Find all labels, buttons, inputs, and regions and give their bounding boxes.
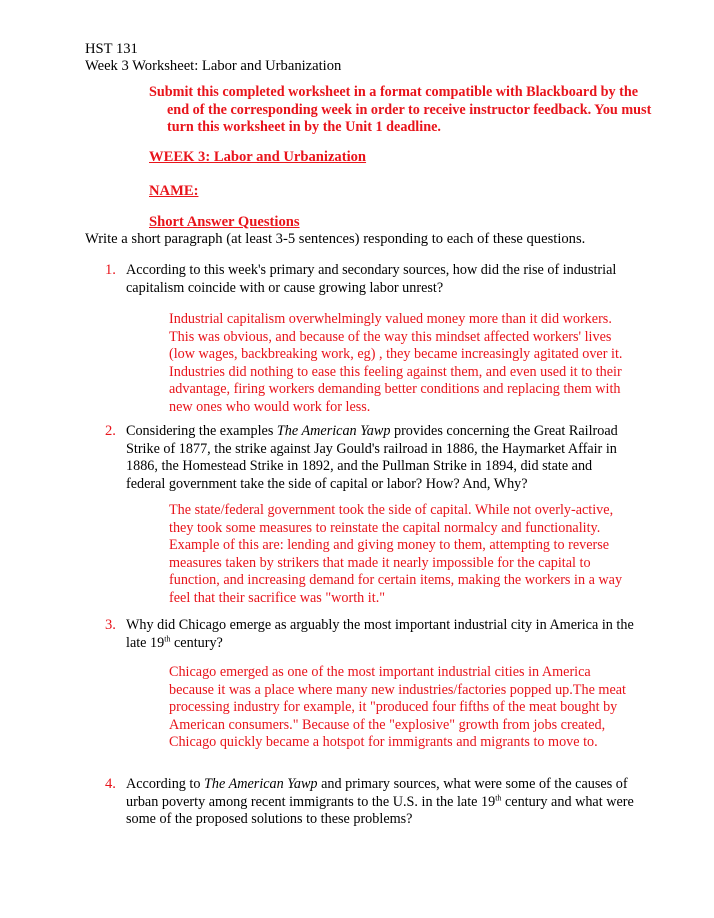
course-code: HST 131	[85, 41, 138, 57]
question-text: According to this week's primary and secondary sources, how did the rise of industrial capitalism coincide with or cause growing labor unrest?	[126, 262, 617, 296]
instructions: Write a short paragraph (at least 3-5 sentences) responding to each of these questions.	[85, 231, 586, 247]
answer-text: Chicago emerged as one of the most important industrial cities in America because it was a place where many new industries/factories popped up.The meat processing industry for example, it "produced four fifths of the meat bought by American consumers." Because of the "explosive" growth from jobs created, Chicago quickly became a hotspot for immigrants and migrants to move to.	[169, 664, 626, 751]
answer-text: The state/federal government took the side of capital. While not overly-active, they took some measures to reinstate the capital normalcy and functionality. Example of this are: lending and giving money to them, attempting to reverse measures taken by strikers that made it nearly impossible for the capital to function, and increasing demand for certain items, making the workers in a way feel that their sacrifice was "worth it."	[169, 502, 623, 606]
question-number: 4.	[105, 776, 116, 792]
question-number: 2.	[105, 423, 116, 439]
week-heading: WEEK 3: Labor and Urbanization	[149, 149, 367, 165]
section-heading: Short Answer Questions	[149, 214, 300, 230]
question-number: 3.	[105, 617, 116, 633]
question-number: 1.	[105, 262, 116, 278]
name-label: NAME:	[149, 183, 199, 199]
worksheet-title: Week 3 Worksheet: Labor and Urbanization	[85, 58, 342, 74]
question-text: Why did Chicago emerge as arguably the most important industrial city in America in the late 19th century?	[126, 617, 634, 651]
question-text: According to The American Yawp and primary sources, what were some of the causes of urban poverty among recent immigrants to the U.S. in the late 19th century and what were some of the proposed solutions to these problems?	[126, 776, 634, 827]
submission-notice: Submit this completed worksheet in a format compatible with Blackboard by the end of the corresponding week in order to receive instructor feedback. You must turn this worksheet in by the Unit 1 deadline.	[149, 84, 652, 135]
question-text: Considering the examples The American Yawp provides concerning the Great Railroad Strike of 1877, the strike against Jay Gould's railroad in 1886, the Haymarket Affair in 1886, the Homestead Strike in 1892, and the Pullman Strike in 1894, did state and federal government take the side of capital or labor? How? And, Why?	[126, 423, 618, 492]
answer-text: Industrial capitalism overwhelmingly valued money more than it did workers. This was obvious, and because of the way this mindset affected workers' lives (low wages, backbreaking work, eg) , they became increasingly agitated over it. Industries did nothing to ease this feeling against them, and even used it to their advantage, firing workers demanding better conditions and replacing them with new ones who would work for less.	[169, 311, 623, 415]
